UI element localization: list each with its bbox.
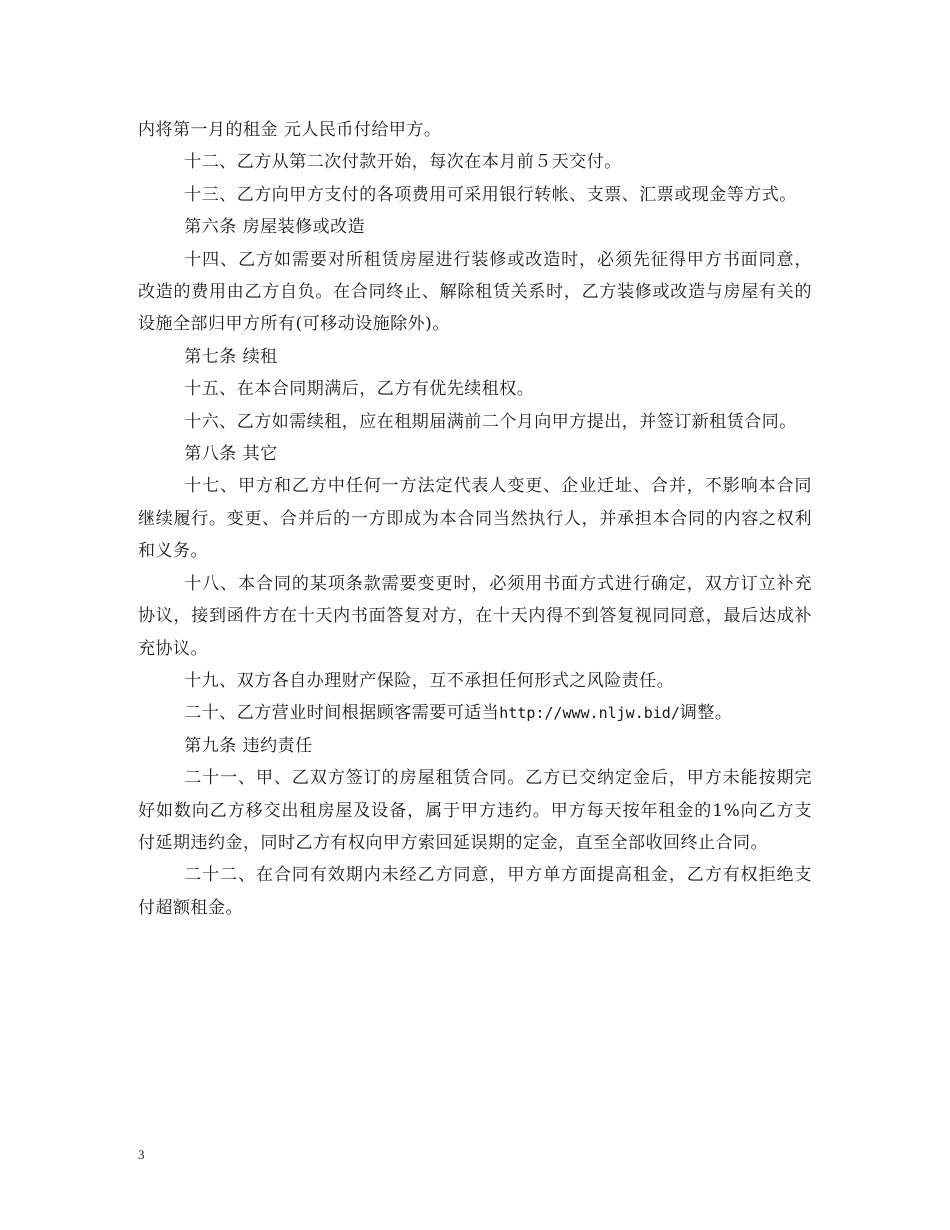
clause-20-text-before: 二十、乙方营业时间根据顾客需要可适当 xyxy=(184,703,500,724)
paragraph-clause-14: 十四、乙方如需要对所租赁房屋进行装修或改造时，必须先征得甲方书面同意，改造的费用由乙方自负。在合同终止、解除租赁关系时，乙方装修或改造与房屋有关的设施全部归甲方所有(可移动设施除外)。 xyxy=(138,249,812,335)
document-page xyxy=(138,114,812,924)
heading-article-9: 第九条 违约责任 xyxy=(184,735,313,756)
paragraph-clause-13: 十三、乙方向甲方支付的各项费用可采用银行转帐、支票、汇票或现金等方式。 xyxy=(184,184,797,205)
clause-20-url: http://www.nljw.bid/ xyxy=(499,704,680,723)
paragraph-clause-22: 二十二、在合同有效期内未经乙方同意，甲方单方面提高租金，乙方有权拒绝支付超额租金。 xyxy=(138,865,812,918)
paragraph-clause-18: 十八、本合同的某项条款需要变更时，必须用书面方式进行确定，双方订立补充协议，接到函件方在十天内书面答复对方，在十天内得不到答复视同同意，最后达成补充协议。 xyxy=(138,573,812,659)
paragraph-clause-12: 十二、乙方从第二次付款开始，每次在本月前５天交付。 xyxy=(184,152,622,173)
paragraph-clause-17: 十七、甲方和乙方中任何一方法定代表人变更、企业迁址、合并，不影响本合同继续履行。变更、合并后的一方即成为本合同当然执行人，并承担本合同的内容之权利和义务。 xyxy=(138,476,812,562)
heading-article-6: 第六条 房屋装修或改造 xyxy=(184,217,366,238)
heading-article-7: 第七条 续租 xyxy=(184,346,278,367)
paragraph-clause-21: 二十一、甲、乙双方签订的房屋租赁合同。乙方已交纳定金后，甲方未能按期完好如数向乙方移交出租房屋及设备，属于甲方违约。甲方每天按年租金的1%向乙方支付延期违约金，同时乙方有权向甲方索回延误期的定金，直至全部收回终止合同。 xyxy=(138,768,812,853)
paragraph-clause-15: 十五、在本合同期满后，乙方有优先续租权。 xyxy=(184,379,535,400)
paragraph-clause-20 xyxy=(138,697,812,729)
page-number: 3 xyxy=(138,1147,145,1162)
clause-20-text-after: 调整。 xyxy=(679,703,733,724)
heading-article-8: 第八条 其它 xyxy=(184,444,278,465)
paragraph-rent-first-month: 内将第一月的租金 元人民币付给甲方。 xyxy=(138,120,442,140)
paragraph-clause-19: 十九、双方各自办理财产保险，互不承担任何形式之风险责任。 xyxy=(184,670,675,691)
paragraph-clause-16: 十六、乙方如需续租，应在租期届满前二个月向甲方提出，并签订新租赁合同。 xyxy=(184,411,797,432)
